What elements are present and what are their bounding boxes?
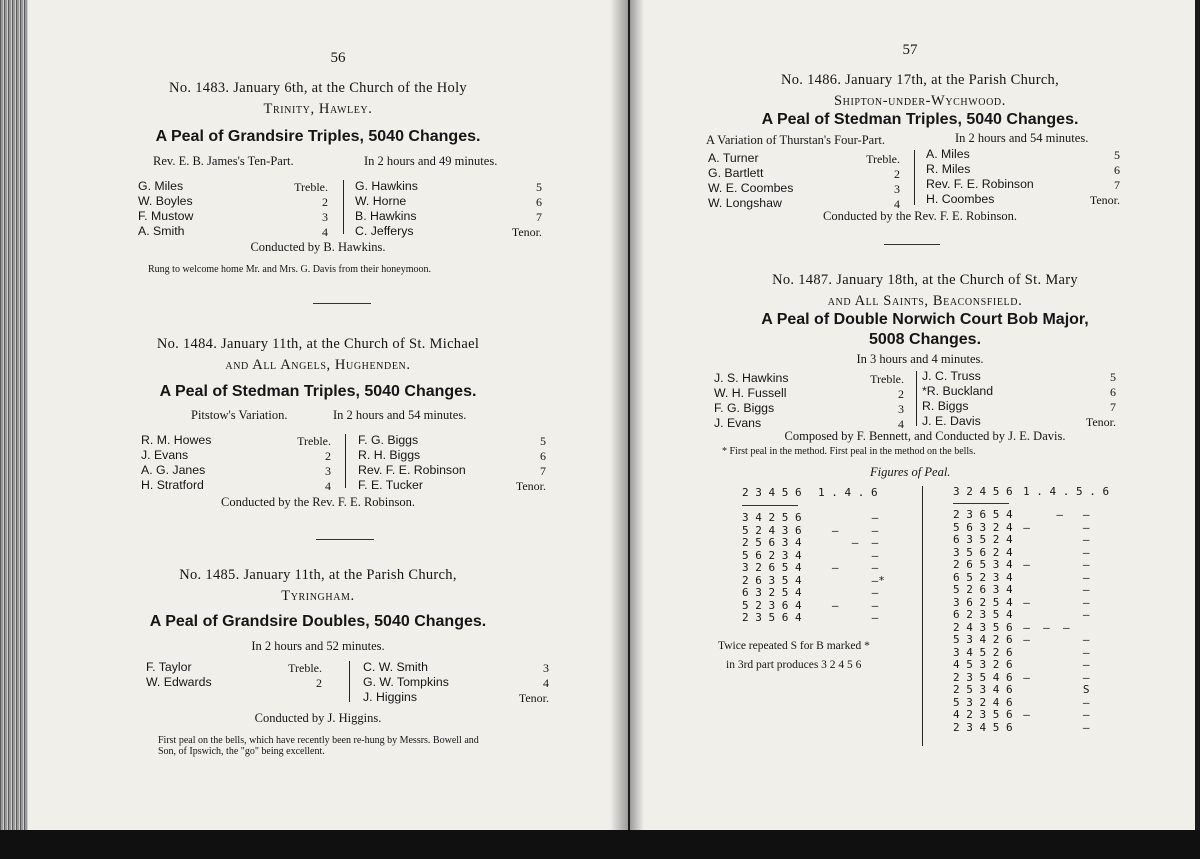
ringer-name: C. W. Smith [363, 660, 428, 674]
call-marks: — — [812, 523, 879, 537]
call-marks: — — [812, 598, 879, 612]
bell: 4 [322, 225, 328, 239]
figure-row: 6 3 5 2 4 [953, 533, 1013, 546]
figure-row: 5 2 4 3 6 [742, 523, 802, 537]
ringer-name: *R. Buckland [922, 384, 994, 398]
call-marks: — — [1010, 508, 1090, 521]
call-marks: — — [812, 561, 879, 574]
figure-row: 2 5 3 4 6 [953, 683, 1013, 696]
peal-title: A Peal of Stedman Triples, 5040 Changes. [761, 111, 1079, 128]
ringer-name: J. S. Hawkins [714, 371, 789, 385]
ringers-right [355, 180, 542, 240]
left-page [28, 0, 628, 830]
bell: Tenor. [1089, 193, 1120, 207]
ringer-row [141, 464, 331, 479]
ringer-name: R. H. Biggs [358, 448, 421, 462]
ringer-name: A. Smith [138, 224, 185, 238]
bell: 6 [540, 449, 546, 463]
bell: 4 [898, 417, 904, 431]
bell: 2 [322, 195, 328, 209]
figures-title: Figures of Peal. [870, 465, 951, 479]
ringer-row [708, 182, 900, 197]
bell: 3 [543, 661, 549, 675]
bell: Treble. [294, 180, 328, 194]
figure-row: 4 2 3 5 6 [953, 708, 1013, 721]
bell: Treble. [870, 372, 904, 386]
figures-left-rows [742, 512, 802, 625]
ringer-name: Rev. F. E. Robinson [926, 177, 1034, 191]
figures-left-columns: 1 . 4 . 6 [818, 486, 878, 499]
title-line: A Peal of Double Norwich Court Bob Major, [761, 311, 1089, 328]
call-marks: — — [1010, 670, 1090, 684]
column-divider [349, 661, 350, 702]
bell: 7 [536, 210, 542, 224]
bell: 4 [894, 197, 900, 211]
call-marks: — [1010, 645, 1090, 659]
page-number: 56 [330, 50, 346, 66]
figures-footnote: Twice repeated S for B marked * [718, 640, 870, 652]
peal-title: A Peal of Stedman Triples, 5040 Changes. [159, 383, 477, 400]
call-marks: — [812, 548, 879, 562]
ringer-name: A. G. Janes [141, 463, 206, 477]
ringer-name: B. Hawkins [355, 209, 417, 223]
ringer-row [146, 676, 322, 691]
figure-row: 5 3 2 4 6 [953, 695, 1013, 709]
ringer-name: G. Bartlett [708, 166, 764, 180]
column-divider [914, 150, 915, 205]
bell: Tenor. [518, 691, 549, 705]
ringer-name: H. Stratford [141, 478, 204, 492]
figure-row: 5 6 2 3 4 [742, 548, 802, 562]
ringer-row [708, 152, 900, 167]
heading-line: No. 1486. January 17th, at the Parish Church, [780, 72, 1060, 88]
ringer-row [358, 434, 546, 449]
call-marks: —* [812, 573, 885, 587]
bell: Tenor. [515, 479, 546, 493]
page-number: 57 [902, 42, 918, 58]
figures-header-rule [742, 505, 798, 506]
ringer-name: W. E. Coombes [708, 181, 794, 195]
composition: A Variation of Thurstan's Four-Part. [706, 133, 885, 147]
ringers-right [358, 434, 546, 494]
ringer-row [146, 661, 322, 676]
ringer-row [363, 691, 549, 706]
ringer-row [926, 193, 1120, 208]
ringer-row [355, 180, 542, 195]
peal-heading [68, 78, 568, 120]
heading-line: and All Angels, Hughenden. [225, 357, 411, 373]
ringer-name: Rev. F. E. Robinson [358, 463, 466, 477]
book-bottom-shadow [0, 830, 1200, 859]
figure-row: 2 6 3 5 4 [742, 573, 802, 587]
heading-line: Tyringham. [281, 588, 355, 604]
figures-footnote: in 3rd part produces 3 2 4 5 6 [726, 659, 862, 671]
call-marks: — [812, 586, 879, 599]
ringer-name: G. W. Tompkins [363, 675, 449, 689]
ringer-row [363, 661, 549, 676]
figure-row: 6 3 2 5 4 [742, 586, 802, 599]
ringers-left [714, 372, 904, 432]
duration: In 2 hours and 54 minutes. [955, 131, 1089, 145]
conductor: Conducted by the Rev. F. E. Robinson. [220, 495, 415, 509]
conductor: Composed by F. Bennett, and Conducted by J. E. Davis. [784, 429, 1066, 443]
ringer-name: F. G. Biggs [714, 401, 775, 415]
call-marks: — [1010, 608, 1090, 621]
ringers-left [141, 434, 331, 494]
ringer-name: A. Turner [708, 151, 759, 165]
ringer-name: W. Edwards [146, 675, 212, 689]
figures-header-rule [953, 503, 1009, 504]
call-marks: — [1010, 570, 1090, 584]
peal-note: Rung to welcome home Mr. and Mrs. G. Davis from their honeymoon. [148, 264, 432, 275]
peal-heading [690, 270, 1160, 312]
ringer-row [714, 372, 904, 387]
ringer-name: R. Biggs [922, 399, 969, 413]
ringer-row [922, 415, 1116, 430]
call-marks: — [1010, 583, 1090, 596]
figure-row: 3 5 6 2 4 [953, 545, 1013, 559]
bell: 7 [1110, 400, 1116, 414]
bell: 4 [325, 479, 331, 493]
peal-title: A Peal of Grandsire Triples, 5040 Changes. [155, 128, 481, 145]
peal-title [690, 310, 1160, 350]
ringer-name: H. Coombes [926, 192, 995, 206]
duration: In 3 hours and 4 minutes. [856, 352, 984, 366]
bell: 5 [1110, 370, 1116, 384]
bell: 3 [894, 182, 900, 196]
duration: In 2 hours and 49 minutes. [364, 154, 498, 168]
ringer-row [926, 178, 1120, 193]
composition: Pitstow's Variation. [191, 408, 288, 422]
peal-heading [58, 334, 578, 376]
ringer-name: F. G. Biggs [358, 433, 419, 447]
call-marks: — [812, 511, 879, 524]
book-page-edges [0, 0, 28, 830]
heading-line: No. 1483. January 6th, at the Church of the Holy [169, 80, 467, 96]
title-line: 5008 Changes. [868, 331, 982, 348]
section-divider [316, 539, 374, 540]
peal-note: First peal on the bells, which have recently been re-hung by Messrs. Bowell and [158, 735, 479, 746]
heading-line: Shipton-under-Wychwood. [834, 93, 1006, 109]
figures-right-header: 3 2 4 5 6 [953, 485, 1013, 498]
ringer-row [922, 385, 1116, 400]
call-marks: — [1010, 720, 1090, 734]
right-page [630, 0, 1195, 830]
ringer-row [141, 479, 331, 494]
column-divider [916, 371, 917, 426]
ringer-name: G. Hawkins [355, 179, 418, 193]
ringer-row [138, 210, 328, 225]
duration: In 2 hours and 52 minutes. [251, 639, 385, 653]
bell: 7 [540, 464, 546, 478]
call-marks: — [1010, 658, 1090, 671]
figure-row: 2 6 5 3 4 [953, 558, 1013, 571]
ringers-left [138, 180, 328, 240]
peal-heading [68, 565, 568, 607]
conductor: Conducted by the Rev. F. E. Robinson. [822, 209, 1017, 223]
call-marks: — [1010, 695, 1090, 709]
call-marks: — — [1010, 520, 1090, 534]
bell: 5 [1114, 148, 1120, 162]
figure-row: 5 6 3 2 4 [953, 520, 1013, 534]
ringer-row [355, 195, 542, 210]
ringer-row [141, 449, 331, 464]
call-marks: S [1010, 683, 1090, 696]
bell: 2 [316, 676, 322, 690]
figure-row: 2 3 5 6 4 [742, 611, 802, 624]
bell: 4 [543, 676, 549, 690]
figure-row: 6 2 3 5 4 [953, 608, 1013, 621]
ringers-right [926, 148, 1120, 208]
figure-row: 5 3 4 2 6 [953, 633, 1013, 646]
call-marks: — — — [1010, 620, 1070, 634]
figure-row: 3 6 2 5 4 [953, 595, 1013, 609]
ringer-name: W. Longshaw [708, 196, 782, 210]
bell: 2 [898, 387, 904, 401]
ringer-row [355, 225, 542, 240]
section-divider [313, 303, 371, 304]
figures-left-header: 2 3 4 5 6 [742, 486, 802, 499]
figure-row: 3 4 5 2 6 [953, 645, 1013, 659]
right-gutter-shadow [630, 0, 644, 830]
left-gutter-shadow [610, 0, 628, 830]
ringer-name: F. Mustow [138, 209, 194, 223]
ringer-name: G. Miles [138, 179, 184, 193]
ringer-name: J. Higgins [363, 690, 417, 704]
ringer-row [138, 225, 328, 240]
call-marks: — — [1010, 558, 1090, 571]
call-marks: — — [1010, 708, 1090, 721]
bell: 2 [325, 449, 331, 463]
bell: 6 [536, 195, 542, 209]
ringer-name: J. C. Truss [922, 369, 981, 383]
bell: 5 [536, 180, 542, 194]
ringer-name: J. E. Davis [922, 414, 981, 428]
figures-left-marks [812, 512, 885, 625]
figure-row: 6 5 2 3 4 [953, 570, 1013, 584]
ringers-right [363, 661, 549, 706]
bell: 6 [1110, 385, 1116, 399]
ringer-row [714, 402, 904, 417]
figure-row: 2 3 6 5 4 [953, 508, 1013, 521]
ringer-row [922, 370, 1116, 385]
call-marks: — — [1010, 595, 1090, 609]
bell: Treble. [866, 152, 900, 166]
bell: 7 [1114, 178, 1120, 192]
ringer-row [708, 167, 900, 182]
peal-title: A Peal of Grandsire Doubles, 5040 Changes. [149, 613, 487, 630]
ringer-row [363, 676, 549, 691]
ringers-right [922, 370, 1116, 430]
bell: Tenor. [1085, 415, 1116, 429]
ringer-row [714, 387, 904, 402]
ringer-name: W. Horne [355, 194, 407, 208]
duration: In 2 hours and 54 minutes. [333, 408, 467, 422]
figure-row: 5 2 3 6 4 [742, 598, 802, 612]
figure-row: 2 4 3 5 6 [953, 620, 1013, 634]
figure-row: 4 5 3 2 6 [953, 658, 1013, 671]
call-marks: — [812, 611, 879, 624]
heading-line: No. 1487. January 18th, at the Church of St. Mary [772, 272, 1078, 288]
bell: 2 [894, 167, 900, 181]
heading-line: No. 1484. January 11th, at the Church of St. Michael [156, 336, 480, 352]
ringer-row [358, 464, 546, 479]
figure-row: 2 3 5 4 6 [953, 670, 1013, 684]
figure-row: 2 5 6 3 4 [742, 536, 802, 549]
bell: 5 [540, 434, 546, 448]
figure-row: 3 4 2 5 6 [742, 511, 802, 524]
call-marks: — — [812, 536, 879, 549]
bell: 3 [898, 402, 904, 416]
section-divider [884, 244, 940, 245]
figures-right-columns: 1 . 4 . 5 . 6 [1023, 485, 1110, 498]
ringer-row [358, 449, 546, 464]
ringer-name: R. M. Howes [141, 433, 212, 447]
ringer-row [926, 148, 1120, 163]
composition: Rev. E. B. James's Ten-Part. [153, 154, 294, 168]
peal-note: Son, of Ipswich, the "go" being excellent. [158, 746, 325, 757]
ringer-row [358, 479, 546, 494]
ringer-name: W. H. Fussell [714, 386, 787, 400]
heading-line: Trinity, Hawley. [263, 101, 373, 117]
ringer-row [355, 210, 542, 225]
bell: 3 [322, 210, 328, 224]
heading-line: No. 1485. January 11th, at the Parish Church, [179, 567, 457, 583]
figures-divider [922, 486, 923, 746]
ringer-row [138, 195, 328, 210]
bell: Treble. [288, 661, 322, 675]
ringers-left [146, 661, 322, 691]
ringers-left [708, 152, 900, 212]
ringer-name: C. Jefferys [355, 224, 414, 238]
call-marks: — [1010, 545, 1090, 559]
bell: 6 [1114, 163, 1120, 177]
figures-right-rows [953, 509, 1013, 734]
bell: Treble. [297, 434, 331, 448]
heading-line: and All Saints, Beaconsfield. [827, 293, 1023, 309]
ringer-name: F. Taylor [146, 660, 192, 674]
ringer-name: W. Boyles [138, 194, 193, 208]
ringer-name: J. Evans [141, 448, 189, 462]
ringer-row [926, 163, 1120, 178]
ringer-row [138, 180, 328, 195]
call-marks: — — [1010, 633, 1090, 646]
ringer-row [141, 434, 331, 449]
bell: Tenor. [511, 225, 542, 239]
column-divider [343, 180, 344, 234]
figure-row: 5 2 6 3 4 [953, 583, 1013, 596]
ringer-name: J. Evans [714, 416, 762, 430]
figure-row: 3 2 6 5 4 [742, 561, 802, 574]
bell: 3 [325, 464, 331, 478]
column-divider [345, 434, 346, 488]
figures-right-marks [1010, 509, 1089, 734]
ringer-name: R. Miles [926, 162, 971, 176]
ringer-name: F. E. Tucker [358, 478, 423, 492]
peal-heading [690, 70, 1150, 112]
conductor: Conducted by B. Hawkins. [250, 240, 386, 254]
ringer-row [922, 400, 1116, 415]
conductor: Conducted by J. Higgins. [254, 711, 382, 725]
call-marks: — [1010, 533, 1090, 546]
ringer-name: A. Miles [926, 147, 970, 161]
figure-row: 2 3 4 5 6 [953, 720, 1013, 734]
peal-note: * First peal in the method. First peal in the method on the bells. [722, 446, 976, 457]
